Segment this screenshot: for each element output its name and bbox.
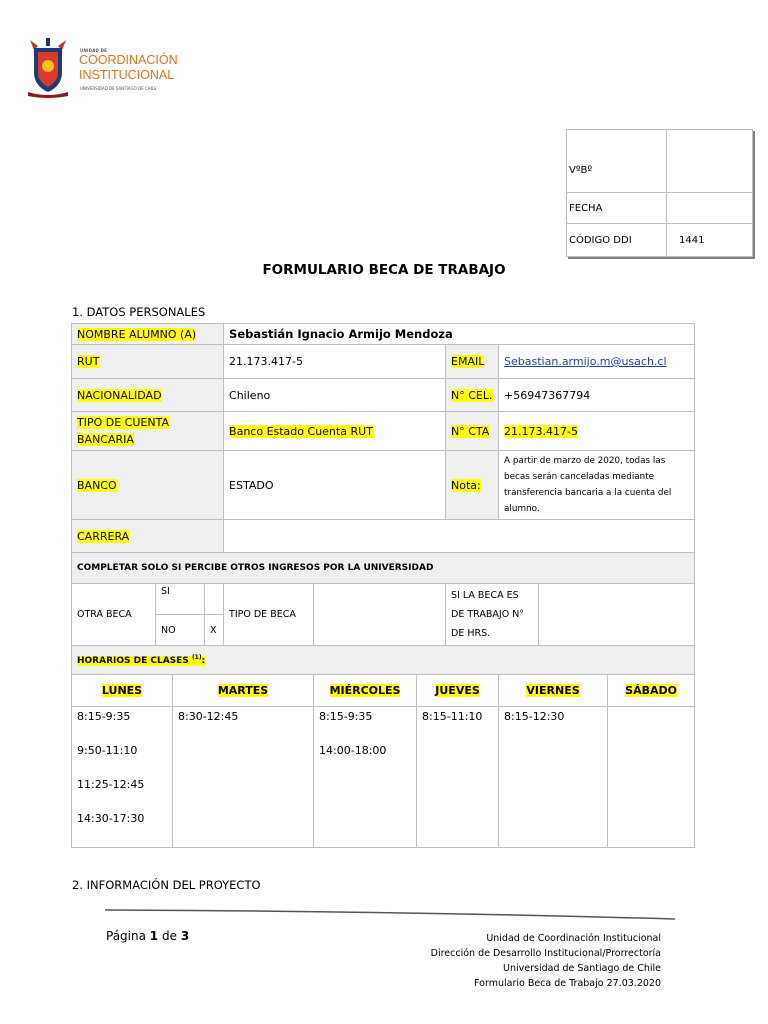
nombre-label-cell <box>72 324 224 345</box>
si-label: SI <box>156 584 205 615</box>
fecha-label: FECHA <box>567 193 667 224</box>
page-current: 1 <box>149 929 159 943</box>
nacionalidad-label: NACIONALIDAD <box>77 388 162 402</box>
nacionalidad-value[interactable]: Chileno <box>224 379 446 412</box>
tipo-cuenta-label-cell <box>72 412 224 451</box>
schedule-miercoles[interactable] <box>314 707 417 848</box>
email-label-cell <box>446 345 499 379</box>
tipo-cuenta-value[interactable]: Banco Estado Cuenta RUT <box>229 424 373 438</box>
otros-ingresos-heading: COMPLETAR SOLO SI PERCIBE OTROS INGRESOS POR LA UNIVERSIDAD <box>72 553 695 584</box>
day-header-miercoles <box>314 675 417 707</box>
email-label: EMAIL <box>451 355 485 368</box>
cel-value[interactable]: +56947367794 <box>499 379 695 412</box>
day-header-lunes <box>72 675 173 707</box>
trabajo-hrs-label: SI LA BECA ES DE TRABAJO N° DE HRS. <box>446 584 539 646</box>
day-sabado: SÁBADO <box>625 684 677 697</box>
tipo-cuenta-value-cell <box>224 412 446 451</box>
horarios-heading-suffix: : <box>201 656 206 666</box>
day-header-viernes <box>499 675 608 707</box>
fecha-value[interactable] <box>667 193 753 224</box>
schedule-jueves[interactable] <box>417 707 499 848</box>
footer-line1: Unidad de Coordinación Institucional <box>486 933 661 944</box>
footer-line3: Universidad de Santiago de Chile <box>503 963 661 974</box>
schedule-sabado[interactable] <box>608 707 695 848</box>
logo-line3: INSTITUCIONAL <box>79 68 175 82</box>
tipo-beca-label: TIPO DE BECA <box>224 584 314 646</box>
cta-label-cell <box>446 412 499 451</box>
schedule-slot: 8:15-9:35 <box>77 710 131 723</box>
rut-value[interactable]: 21.173.417-5 <box>224 345 446 379</box>
rut-label-cell <box>72 345 224 379</box>
day-jueves: JUEVES <box>435 684 480 697</box>
day-viernes: VIERNES <box>526 684 580 697</box>
logo-line2: COORDINACIÓN <box>79 53 178 67</box>
nota-label: Nota: <box>451 478 481 492</box>
banco-label-cell <box>72 451 224 520</box>
logo-line1: UNIDAD DE <box>80 48 108 53</box>
schedule-slot: 14:30-17:30 <box>77 812 145 825</box>
codigo-value[interactable]: 1441 <box>667 224 753 257</box>
page-prefix: Página <box>106 929 146 943</box>
horarios-heading-text: HORARIOS DE CLASES <box>77 656 189 666</box>
horarios-heading-sup: (1) <box>191 654 202 661</box>
cta-value[interactable]: 21.173.417-5 <box>504 424 578 438</box>
schedule-lunes[interactable] <box>72 707 173 848</box>
cel-label-cell <box>446 379 499 412</box>
email-value-cell <box>499 345 695 379</box>
schedule-slot: 8:15-9:35 <box>319 710 373 723</box>
schedule-slot: 11:25-12:45 <box>77 778 145 791</box>
cta-value-cell <box>499 412 695 451</box>
footer-line4: Formulario Beca de Trabajo 27.03.2020 <box>474 978 661 989</box>
rut-label: RUT <box>77 355 100 368</box>
day-lunes: LUNES <box>101 684 143 697</box>
vb-label: VºBº <box>567 130 667 193</box>
page-of: de <box>161 929 177 943</box>
schedule-slot: 14:00-18:00 <box>319 744 387 757</box>
carrera-value[interactable] <box>224 520 695 553</box>
logo-line4: UNIVERSIDAD DE SANTIAGO DE CHILE <box>80 86 157 91</box>
nacionalidad-label-cell <box>72 379 224 412</box>
horarios-heading <box>77 656 205 666</box>
crest-icon <box>24 36 72 98</box>
tipo-cuenta-label: TIPO DE CUENTA BANCARIA <box>77 416 169 446</box>
no-value[interactable]: X <box>205 615 224 646</box>
nota-label-cell <box>446 451 499 520</box>
footer-divider <box>105 907 675 921</box>
institution-logo <box>24 36 184 98</box>
day-header-jueves <box>417 675 499 707</box>
schedule-slot: 8:30-12:45 <box>178 710 239 723</box>
carrera-label-cell <box>72 520 224 553</box>
cta-label: N° CTA <box>451 424 490 438</box>
approval-table <box>566 129 753 257</box>
schedule-viernes[interactable] <box>499 707 608 848</box>
horarios-heading-cell <box>72 646 695 675</box>
banco-value[interactable]: ESTADO <box>224 451 446 520</box>
day-header-martes <box>173 675 314 707</box>
si-value[interactable] <box>205 584 224 615</box>
schedule-slot: 8:15-11:10 <box>422 710 483 723</box>
section-informacion-proyecto: 2. INFORMACIÓN DEL PROYECTO <box>72 878 261 892</box>
cel-label: N° CEL. <box>451 388 493 402</box>
vb-value[interactable] <box>667 130 753 193</box>
day-martes: MARTES <box>217 684 269 697</box>
page-total: 3 <box>180 929 190 943</box>
nombre-label: NOMBRE ALUMNO (A) <box>77 327 197 341</box>
footer-info <box>380 931 661 991</box>
page-title: FORMULARIO BECA DE TRABAJO <box>262 262 506 278</box>
day-miercoles: MIÉRCOLES <box>329 684 401 697</box>
tipo-beca-value[interactable] <box>314 584 446 646</box>
nota-value: A partir de marzo de 2020, todas las becas serán canceladas mediante transferencia bancaria a la cuenta del alumno. <box>499 451 695 520</box>
email-link[interactable]: Sebastian.armijo.m@usach.cl <box>504 355 667 368</box>
section-datos-personales: 1. DATOS PERSONALES <box>72 305 206 319</box>
trabajo-hrs-value[interactable] <box>539 584 695 646</box>
no-label: NO <box>156 615 205 646</box>
personal-data-table <box>71 323 695 848</box>
codigo-label: CÓDIGO DDI <box>567 224 667 257</box>
page-number <box>106 929 189 943</box>
schedule-slot: 9:50-11:10 <box>77 744 138 757</box>
schedule-slot: 8:15-12:30 <box>504 710 565 723</box>
schedule-martes[interactable] <box>173 707 314 848</box>
otra-beca-label: OTRA BECA <box>72 584 156 646</box>
banco-label: BANCO <box>77 478 117 492</box>
carrera-label: CARRERA <box>77 529 130 543</box>
footer-line2: Dirección de Desarrollo Institucional/Prorrectoría <box>430 948 661 959</box>
nombre-value[interactable]: Sebastián Ignacio Armijo Mendoza <box>224 324 695 345</box>
day-header-sabado <box>608 675 695 707</box>
